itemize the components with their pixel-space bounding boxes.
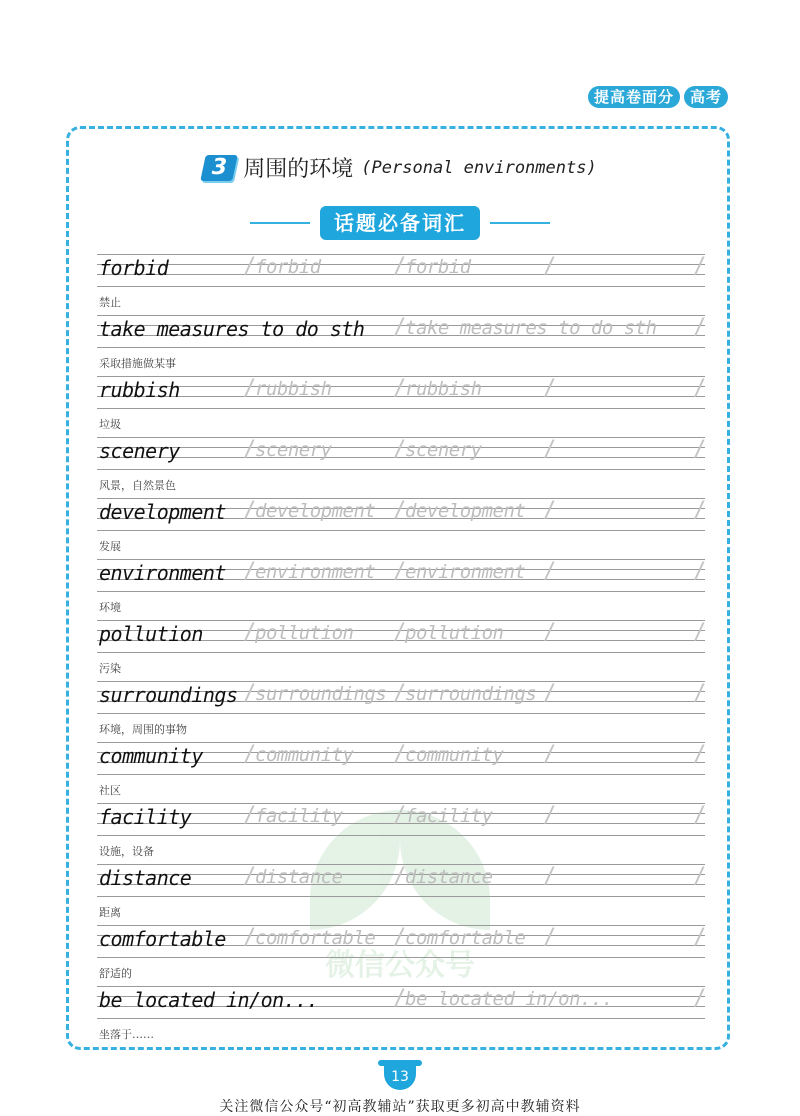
- page-number: 13: [384, 1064, 416, 1090]
- vocab-row: [97, 799, 705, 860]
- vocab-word: community: [99, 744, 203, 768]
- trace-word: community: [405, 744, 504, 766]
- slash-divider: /: [393, 315, 407, 340]
- vocab-meaning: 设施，设备: [99, 845, 154, 858]
- slash-divider: /: [543, 742, 557, 767]
- slash-divider: /: [693, 620, 707, 645]
- slash-divider: /: [393, 376, 407, 401]
- slash-divider: /: [243, 376, 257, 401]
- slash-divider: /: [543, 620, 557, 645]
- vocab-meaning: 距离: [99, 906, 121, 919]
- slash-divider: /: [543, 437, 557, 462]
- trace-word: comfortable: [405, 927, 526, 949]
- slash-divider: /: [393, 498, 407, 523]
- slash-divider: /: [693, 681, 707, 706]
- vocab-meaning: 采取措施做某事: [99, 357, 176, 370]
- slash-divider: /: [243, 620, 257, 645]
- subtitle-row: [0, 206, 800, 240]
- vocab-word: environment: [99, 561, 226, 585]
- slash-divider: /: [243, 437, 257, 462]
- trace-word: scenery: [255, 439, 332, 461]
- divider-line: [250, 222, 310, 224]
- vocab-row: [97, 616, 705, 677]
- divider-line: [490, 222, 550, 224]
- guide-line: [97, 408, 705, 409]
- slash-divider: /: [243, 742, 257, 767]
- vocab-row: [97, 555, 705, 616]
- guide-line: [97, 469, 705, 470]
- badge-improve-score: 提高卷面分: [588, 86, 680, 108]
- slash-divider: /: [693, 803, 707, 828]
- vocab-meaning: 禁止: [99, 296, 121, 309]
- slash-divider: /: [393, 681, 407, 706]
- guide-line: [97, 1018, 705, 1019]
- vocab-meaning: 风景，自然景色: [99, 479, 176, 492]
- slash-divider: /: [243, 681, 257, 706]
- vocab-word: distance: [99, 866, 192, 890]
- slash-divider: /: [393, 986, 407, 1011]
- guide-line: [97, 835, 705, 836]
- vocab-row: [97, 372, 705, 433]
- slash-divider: /: [393, 620, 407, 645]
- slash-divider: /: [393, 925, 407, 950]
- section-title: [0, 152, 800, 183]
- vocab-word: rubbish: [99, 378, 180, 402]
- slash-divider: /: [693, 986, 707, 1011]
- slash-divider: /: [543, 803, 557, 828]
- vocab-word: facility: [99, 805, 192, 829]
- slash-divider: /: [243, 254, 257, 279]
- trace-word: comfortable: [255, 927, 376, 949]
- slash-divider: /: [693, 925, 707, 950]
- slash-divider: /: [543, 681, 557, 706]
- slash-divider: /: [543, 498, 557, 523]
- guide-line: [97, 347, 705, 348]
- vocab-meaning: 环境: [99, 601, 121, 614]
- vocab-word: pollution: [99, 622, 203, 646]
- slash-divider: /: [393, 254, 407, 279]
- trace-word: take measures to do sth: [405, 317, 657, 339]
- slash-divider: /: [393, 864, 407, 889]
- trace-word: rubbish: [405, 378, 482, 400]
- slash-divider: /: [693, 864, 707, 889]
- slash-divider: /: [243, 803, 257, 828]
- vocab-word: forbid: [99, 256, 169, 280]
- vocab-word: comfortable: [99, 927, 226, 951]
- guide-line: [97, 713, 705, 714]
- section-number-icon: 3: [201, 155, 239, 181]
- vocab-meaning: 垃圾: [99, 418, 121, 431]
- trace-word: community: [255, 744, 354, 766]
- slash-divider: /: [393, 742, 407, 767]
- slash-divider: /: [693, 742, 707, 767]
- trace-word: rubbish: [255, 378, 332, 400]
- trace-word: surroundings: [405, 683, 537, 705]
- guide-line: [97, 957, 705, 958]
- slash-divider: /: [393, 803, 407, 828]
- vocab-word: surroundings: [99, 683, 238, 707]
- slash-divider: /: [693, 376, 707, 401]
- top-badges: [588, 86, 728, 108]
- vocab-row: [97, 250, 705, 311]
- vocab-row: [97, 982, 705, 1043]
- vocab-word: take measures to do sth: [99, 317, 365, 341]
- slash-divider: /: [243, 559, 257, 584]
- vocab-meaning: 环境，周围的事物: [99, 723, 187, 736]
- slash-divider: /: [393, 437, 407, 462]
- slash-divider: /: [693, 437, 707, 462]
- vocab-word: be located in/on...: [99, 988, 319, 1012]
- vocab-meaning: 发展: [99, 540, 121, 553]
- trace-word: development: [405, 500, 526, 522]
- slash-divider: /: [243, 925, 257, 950]
- slash-divider: /: [543, 864, 557, 889]
- slash-divider: /: [543, 925, 557, 950]
- vocabulary-list: [97, 250, 705, 1043]
- watermark-logo: 微信公众号: [300, 790, 500, 1030]
- slash-divider: /: [243, 498, 257, 523]
- trace-word: environment: [255, 561, 376, 583]
- vocab-row: [97, 677, 705, 738]
- subtitle-banner: 话题必备词汇: [320, 206, 480, 240]
- vocab-row: [97, 311, 705, 372]
- trace-word: scenery: [405, 439, 482, 461]
- vocab-word: development: [99, 500, 226, 524]
- trace-word: pollution: [405, 622, 504, 644]
- trace-word: forbid: [405, 256, 471, 278]
- guide-line: [97, 774, 705, 775]
- slash-divider: /: [543, 376, 557, 401]
- trace-word: facility: [405, 805, 493, 827]
- guide-line: [97, 591, 705, 592]
- slash-divider: /: [243, 864, 257, 889]
- vocab-row: [97, 433, 705, 494]
- trace-word: surroundings: [255, 683, 387, 705]
- trace-word: forbid: [255, 256, 321, 278]
- slash-divider: /: [543, 254, 557, 279]
- trace-word: development: [255, 500, 376, 522]
- guide-line: [97, 286, 705, 287]
- trace-word: pollution: [255, 622, 354, 644]
- slash-divider: /: [693, 498, 707, 523]
- vocab-meaning: 污染: [99, 662, 121, 675]
- vocab-meaning: 坐落于……: [99, 1028, 154, 1041]
- slash-divider: /: [693, 254, 707, 279]
- guide-line: [97, 652, 705, 653]
- trace-word: be located in/on...: [405, 988, 613, 1010]
- badge-gaokao: 高考: [684, 86, 728, 108]
- trace-word: distance: [255, 866, 343, 888]
- trace-word: distance: [405, 866, 493, 888]
- vocab-word: scenery: [99, 439, 180, 463]
- slash-divider: /: [543, 559, 557, 584]
- footer-note: 关注微信公众号“初高教辅站”获取更多初高中教辅资料: [219, 1099, 581, 1115]
- vocab-row: [97, 494, 705, 555]
- vocab-row: [97, 738, 705, 799]
- slash-divider: /: [693, 559, 707, 584]
- trace-word: environment: [405, 561, 526, 583]
- slash-divider: /: [393, 559, 407, 584]
- vocab-meaning: 舒适的: [99, 967, 132, 980]
- guide-line: [97, 896, 705, 897]
- guide-line: [97, 530, 705, 531]
- vocab-row: [97, 860, 705, 921]
- vocab-meaning: 社区: [99, 784, 121, 797]
- section-title-zh: 周围的环境: [243, 157, 354, 182]
- slash-divider: /: [693, 315, 707, 340]
- trace-word: facility: [255, 805, 343, 827]
- section-title-en: (Personal environments): [361, 157, 597, 178]
- vocab-row: [97, 921, 705, 982]
